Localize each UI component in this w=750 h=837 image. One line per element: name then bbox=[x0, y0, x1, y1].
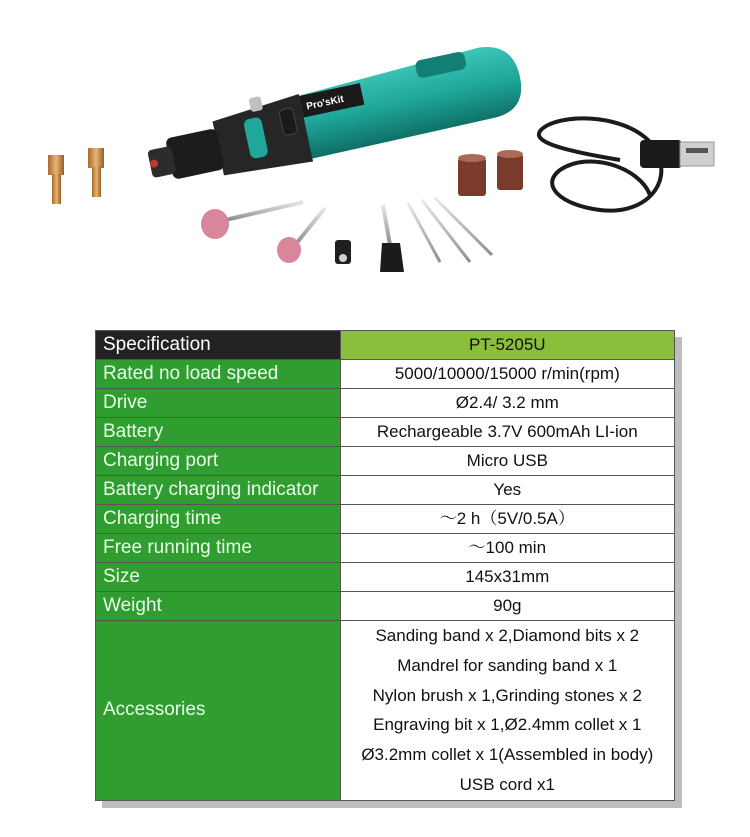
spec-header-label: Specification bbox=[96, 331, 341, 360]
spec-row bbox=[96, 418, 675, 447]
spec-label: Charging port bbox=[96, 447, 341, 476]
spec-value: Yes bbox=[340, 476, 674, 505]
spec-row bbox=[96, 534, 675, 563]
spec-row bbox=[96, 505, 675, 534]
spec-label: Rated no load speed bbox=[96, 360, 341, 389]
spec-value: Rechargeable 3.7V 600mAh LI-ion bbox=[340, 418, 674, 447]
spec-header-row bbox=[96, 331, 675, 360]
spec-value: 90g bbox=[340, 592, 674, 621]
spec-row bbox=[96, 389, 675, 418]
spec-accessories-row bbox=[96, 621, 675, 801]
spec-row bbox=[96, 563, 675, 592]
accessory-line: Sanding band x 2,Diamond bits x 2 bbox=[375, 626, 640, 645]
spec-value: 5000/10000/15000 r/min(rpm) bbox=[340, 360, 674, 389]
spec-label: Battery bbox=[96, 418, 341, 447]
accessory-line: Nylon brush x 1,Grinding stones x 2 bbox=[372, 685, 642, 705]
accessory-line: Engraving bit x 1,Ø2.4mm collet x 1 bbox=[373, 715, 642, 735]
accessory-line: Ø3.2mm collet x 1(Assembled in body) bbox=[361, 745, 654, 765]
accessory-line: Mandrel for sanding band x 1 bbox=[397, 655, 618, 675]
mandrel-icon bbox=[335, 210, 351, 264]
spec-value: 145x31mm bbox=[340, 563, 674, 592]
spec-row bbox=[96, 360, 675, 389]
spec-row bbox=[96, 592, 675, 621]
accessories-label: Accessories bbox=[96, 621, 341, 801]
accessory-line: USB cord x1 bbox=[459, 774, 556, 794]
sanding-band-icon bbox=[458, 150, 523, 196]
grinding-stone-icon bbox=[201, 202, 325, 263]
nylon-brush-icon bbox=[380, 205, 404, 272]
accessories-list bbox=[340, 621, 674, 801]
spec-row bbox=[96, 447, 675, 476]
spec-value: Micro USB bbox=[340, 447, 674, 476]
spec-label: Battery charging indicator bbox=[96, 476, 341, 505]
spec-label: Charging time bbox=[96, 505, 341, 534]
spec-header-model: PT-5205U bbox=[340, 331, 674, 360]
usb-cable-icon bbox=[539, 118, 714, 210]
spec-label: Weight bbox=[96, 592, 341, 621]
spec-label: Size bbox=[96, 563, 341, 592]
spec-value: ～2 h（5V/0.5A） bbox=[340, 505, 674, 534]
spec-label: Drive bbox=[96, 389, 341, 418]
device-label: Pro'sKit bbox=[305, 93, 345, 113]
spec-value: Ø2.4/ 3.2 mm bbox=[340, 389, 674, 418]
engraving-bit-icon bbox=[408, 198, 492, 262]
spec-row bbox=[96, 476, 675, 505]
spec-label: Free running time bbox=[96, 534, 341, 563]
product-photo bbox=[0, 0, 750, 300]
spec-table bbox=[95, 330, 675, 801]
spec-value: ～100 min bbox=[340, 534, 674, 563]
brass-collet-icon bbox=[48, 148, 104, 204]
